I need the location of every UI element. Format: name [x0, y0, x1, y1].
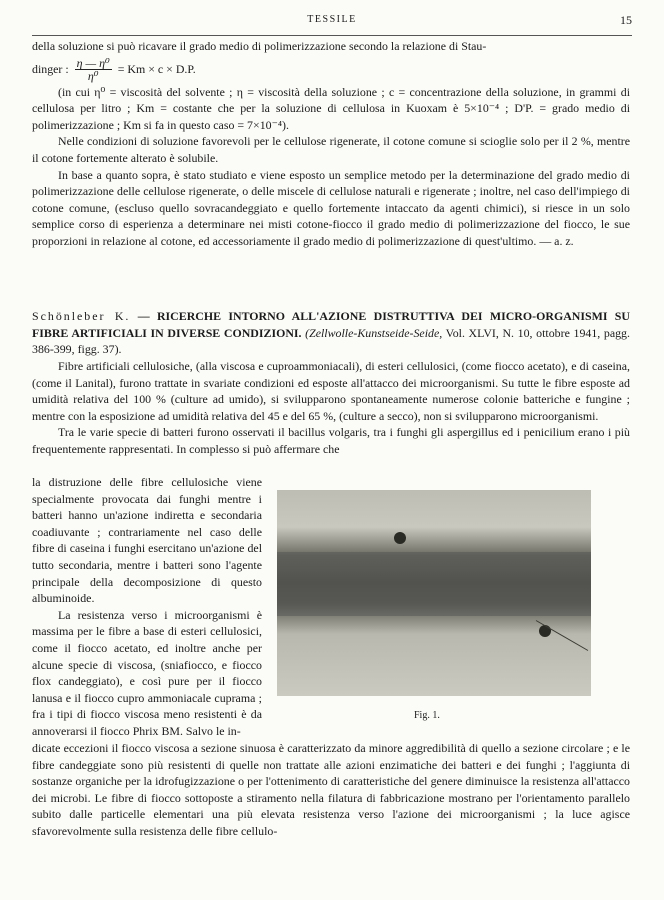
- left-column-text: [32, 474, 262, 740]
- fiber-band: [277, 552, 591, 616]
- bottom-text: dicate eccezioni il fiocco viscosa a sezione sinuosa è caratterizzato da minore aggredibilità di quello a sezione circolare ; e le fibre candeggiate sono più resistenti di quelle non trattate alle azioni enzimatiche dei batteri e dei funghi ; l'aggiunta di sostanze organiche per la idrofugizzazione o per l'ottenimento di caratteristiche del genere diminuisce la resistenza all'attacco dei microbi. Le fibre di fiocco sottoposte a stiramento nella filatura di fabbricazione mostrano per l'orientamento parallelo subito dalle particelle elementari una più elevata resistenza verso l'azione dei microorganismi ; la luce agisce sfavorevolmente sulla resistenza delle fibre cellulo-: [32, 741, 630, 838]
- body-paragraph-1: Fibre artificiali cellulosiche, (alla viscosa e cuproammoniacali), di esteri cellulosici, (come fiocco acetato), e di caseina, (come il Lanital), furono trattate in svariate condizioni ed esposte all'attacco dei microorganismi. Su tutte le fibre esposte ad umidità relativa del 100 % (culture ad umido), si svilupparono spontaneamente numerose colonie batteriche e fungine ; mentre con la esposizione ad umidità relativa del 45 e del 65 %, (culture a secco), non si svilupparono microorganismi.: [32, 359, 630, 423]
- bottom-paragraph: [32, 740, 630, 840]
- viscosity-fraction: [75, 57, 112, 82]
- reference-details: Vol. XLVI, N. 10, ottobre 1941, pagg. 386-399, figg. 37).: [32, 325, 630, 357]
- section-title: TESSILE: [307, 14, 357, 25]
- running-header: [32, 14, 632, 30]
- left-paragraph-1: la distruzione delle fibre cellulosiche viene specialmente provocata dai funghi mentre i batteri hanno un'azione indiretta e secondaria coadiuvante ; contrariamente nel caso delle fibre di caseina i funghi esercitano un'azione del tutto secondaria, mentre i batteri sono l'agente principale della decomposizione di questo albuminoide.: [32, 475, 262, 606]
- left-paragraph-2: La resistenza verso i microorganismi è massima per le fibre a base di esteri cellulosici, come il fiocco acetato, ed inoltre anche per alcune specie di viscosa, (sniafiocco, e fiocco flox candeggiato), e così pure per il fiocco lanusa e il fiocco cupro ammoniacale cuprama ; fra i tipi di fiocco viscosa meno resistenti è da annoverarsi il fiocco Phrix BM. Salvo le in-: [32, 607, 262, 738]
- bibliographic-reference: [32, 308, 630, 358]
- abstract-body: [32, 358, 630, 458]
- equation-rhs: = Km × c × D.P.: [117, 61, 196, 76]
- staudinger-equation: [32, 57, 630, 82]
- figure-photo: [277, 490, 591, 696]
- reference-title: — RICERCHE INTORNO ALL'AZIONE DISTRUTTIVA DEI MICRO-ORGANISMI SU FIBRE ARTIFICIALI IN DIVERSE CONDIZIONI.: [32, 309, 630, 340]
- intro-line: della soluzione si può ricavare il grado medio di polimerizzazione secondo la relazione di Stau-: [32, 39, 487, 53]
- figure-caption: Fig. 1.: [414, 710, 440, 721]
- reference-journal: (Zellwolle-Kunstseide-Seide,: [305, 325, 443, 340]
- page-number: 15: [620, 13, 632, 27]
- fraction-numerator: η — η⁰: [76, 55, 110, 70]
- equation-lhs: dinger :: [32, 61, 69, 76]
- body-paragraph-2: Tra le varie specie di batteri furono osservati il bacillus volgaris, tra i funghi gli aspergillus ed i penicilium erano i più frequentemente rappresentati. In complesso si può affermare che: [32, 425, 630, 456]
- top-section: [32, 38, 630, 250]
- reference-author: Schönleber K.: [32, 309, 131, 323]
- method-paragraph: In base a quanto sopra, è stato studiato e viene esposto un semplice metodo per la determinazione del grado medio di polimerizzazione delle cellulose rigenerate, o delle miscele di cellulose naturali e rigenerate ; inoltre, nel caso dell'impiego di cotone comune, (escluso quello sovracandeggiato e quello fortemente intaccato da agenti chimici), si riesce in un solo semplice corso di esperienza a determinare nei misti cotone-fiocco il grado medio di polimerizzazione del fiocco, le sue proporzioni in relazione al cotone, ed accessoriamente il grado medio di polimerizzazione di quest'ultimo. — a. z.: [32, 167, 630, 248]
- fraction-denominator: η⁰: [87, 68, 99, 83]
- definitions-paragraph: (in cui η⁰ = viscosità del solvente ; η = viscosità della soluzione ; c = concentrazione della soluzione, in grammi di cellulosa per litro ; Km = costante che per la soluzione di cellulosa in Kuoxam è 5×10⁻⁴ ; D'P. = grado medio di polimerizzazione ; Km si fa in questo caso = 7×10⁻⁴).: [32, 84, 630, 132]
- colony-spot: [394, 532, 406, 544]
- header-rule: [32, 35, 632, 36]
- conditions-paragraph: Nelle condizioni di soluzione favorevoli per le cellulose rigenerate, il cotone comune si scioglie solo per il 2 %, mentre il cotone fortemente alterato è solubile.: [32, 134, 630, 165]
